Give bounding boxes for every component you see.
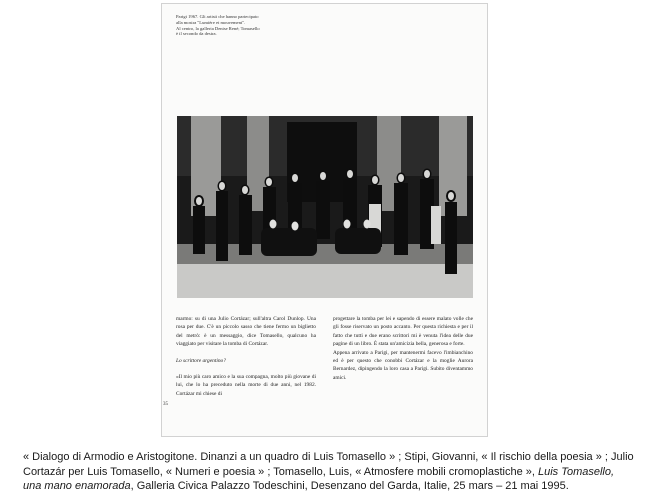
paragraph: Appena arrivato a Parigi, per mantenermi facevo l'imbianchino ed è per questo che conobbi Cortázar e la moglie Aurora Bernardez, dipingendo la loro casa a Parigi. Subito diventammo amici. — [333, 349, 473, 381]
scanned-book-page — [161, 3, 488, 437]
paragraph: marmo: su di una Julio Cortázar; sull'altra Carol Dunlop. Una rosa per due. C'è un piccolo sasso che tiene fermo un biglietto del metrò: è un messaggio, dice Tomasello, qualcuno ha viaggiato per visitare la tomba di Cortázar. — [176, 316, 316, 348]
photo-caption — [176, 14, 294, 37]
caption-line: alla mostra "Lumière et mouvement". — [176, 19, 246, 25]
citation — [23, 450, 635, 494]
caption-line: Parigi 1967. Gli artisti che hanno partecipato — [176, 14, 259, 19]
caption-line: Al centro, la galleria Denise René; Tomasello — [176, 25, 260, 31]
caption-line: è il secondo da destra. — [176, 31, 217, 37]
group-photo — [177, 116, 473, 298]
citation-text: « Dialogo di Armodio e Aristogitone. Dinanzi a un quadro di Luis Tomasello » ; Stipi, Giovanni, « Il rischio della poesia » ; Julio Cortazár per Luis Tomasello, « Numeri e poesia » ; Tomasello, Luis, « Atmosfere mobili cromoplastiche », — [23, 451, 634, 478]
paragraph: Lo scrittore argentino? — [176, 357, 226, 364]
paragraph: progettare la tomba per lei e sapendo di essere malato volle che gli fosse riservato un posto accanto. Per questa richiesta e per il fatto che tutti e due erano scrittori mi è venuta l'idea delle due pagine di un libro. È stata un'amicizia bella, generosa e forte. — [333, 316, 473, 348]
citation-italic-title: Luis Tomasello, una mano enamorada — [23, 465, 615, 492]
text-column-right — [333, 315, 473, 382]
page-number: 35 — [163, 402, 168, 407]
text-column-left — [176, 315, 316, 398]
citation-text-end: , Galleria Civica Palazzo Todeschini, Desenzano del Garda, Italie, 25 mars – 21 mai 1995. — [130, 480, 569, 492]
paragraph: «Il mio più caro amico e la sua compagna, molto più giovane di lui, che lo ha preceduto nella morte di due anni, nel 1982. Cortázar mi chiese di — [176, 374, 316, 397]
